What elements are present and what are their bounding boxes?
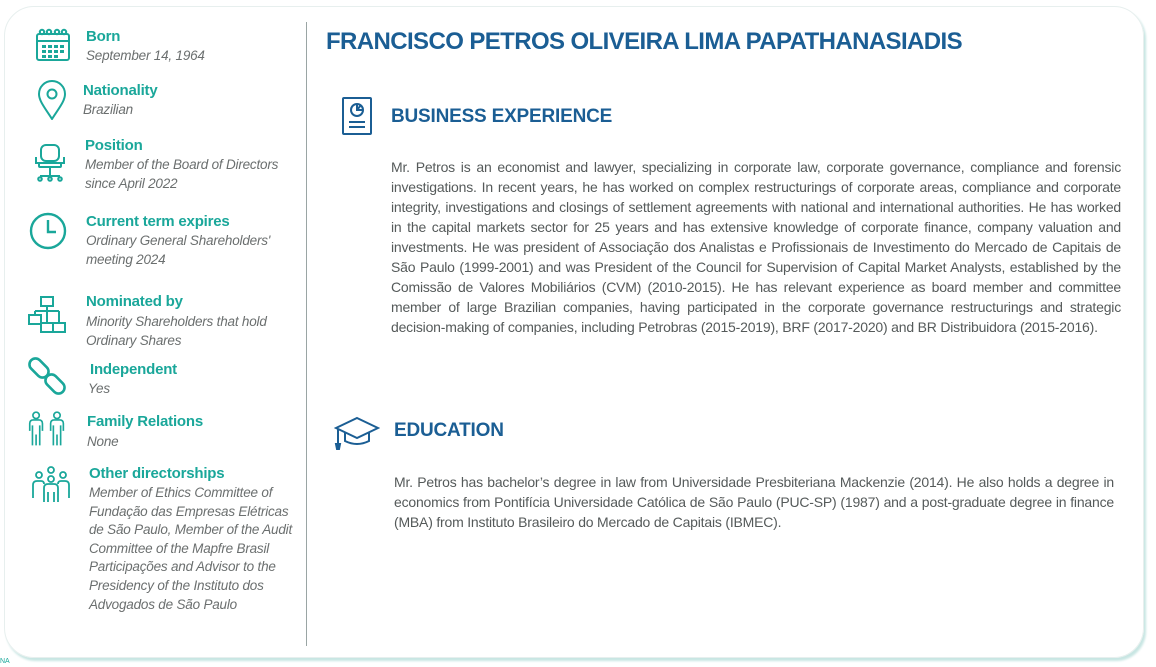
fact-label-directorships: Other directorships <box>89 465 225 482</box>
fact-label-nominated: Nominated by <box>86 293 183 310</box>
graduation-cap-icon <box>334 416 380 450</box>
business-experience-title: BUSINESS EXPERIENCE <box>391 106 613 127</box>
fact-label-independent: Independent <box>90 361 177 378</box>
report-document-icon <box>341 96 373 136</box>
fact-value-independent: Yes <box>88 381 110 396</box>
office-chair-icon <box>30 143 70 183</box>
fact-value-nationality: Brazilian <box>83 102 133 117</box>
group-icon <box>31 466 71 506</box>
two-people-icon <box>27 409 67 449</box>
corner-mark: NA <box>0 658 10 665</box>
fact-value-family: None <box>87 434 119 449</box>
column-divider <box>306 22 307 646</box>
fact-label-position: Position <box>85 137 143 154</box>
fact-label-term: Current term expires <box>86 213 230 230</box>
person-name: FRANCISCO PETROS OLIVEIRA LIMA PAPATHANASIADIS <box>326 28 962 55</box>
business-experience-body: Mr. Petros is an economist and lawyer, specializing in corporate law, corporate governance, compliance and forensic investigations. In recent years, he has worked on complex restructurings of corporate areas, compliance and corporate integrity, investigations and closings of settlement agreements with national and international authorities. He has worked in the capital markets sector for 25 years and has extensive knowledge of corporate finance, company valuation and investments. He was president of Associação dos Analistas e Profissionais de Investimento do Mercado de Capitais de São Paulo (1999-2001) and was President of the Council for Supervision of Capital Market Analysts, established by the Comissão de Valores Mobiliários (CVM) (2010-2015). He has relevant experience as board member and committee member of large Brazilian companies, having participated in the corporate governance restructurings and strategic decision-making of companies, including Petrobras (2015-2019), BRF (2017-2020) and BR Distribuidora (2015-2016). <box>391 159 1121 335</box>
fact-value-born: September 14, 1964 <box>86 48 205 63</box>
fact-label-family: Family Relations <box>87 413 204 430</box>
education-title: EDUCATION <box>394 420 504 441</box>
fact-value-position: Member of the Board of Directors since April 2022 <box>85 157 279 191</box>
fact-value-term: Ordinary General Shareholders' meeting 2024 <box>86 233 271 267</box>
fact-label-nationality: Nationality <box>83 82 158 99</box>
education-body: Mr. Petros has bachelor’s degree in law from Universidade Presbiteriana Mackenzie (2014). He also holds a degree in economics from Pontifícia Universidade Católica de São Paulo (PUC-SP) (1987) and a post-graduate degree in finance (MBA) from Instituto Brasileiro do Mercado de Capitais (IBMEC). <box>394 474 1114 530</box>
org-chart-icon <box>27 295 67 335</box>
fact-value-directorships: Member of Ethics Committee of Fundação das Empresas Elétricas de São Paulo, Member of the Audit Committee of the Mapfre Brasil Participações and Advisor to the Presidency of the Instituto dos Advogados de São Paulo <box>89 485 293 612</box>
calendar-icon <box>33 27 73 67</box>
location-pin-icon <box>32 80 72 120</box>
link-chain-icon <box>28 357 68 397</box>
clock-icon <box>28 211 68 251</box>
fact-value-nominated: Minority Shareholders that hold Ordinary Shares <box>86 314 267 348</box>
fact-label-born: Born <box>86 28 121 45</box>
